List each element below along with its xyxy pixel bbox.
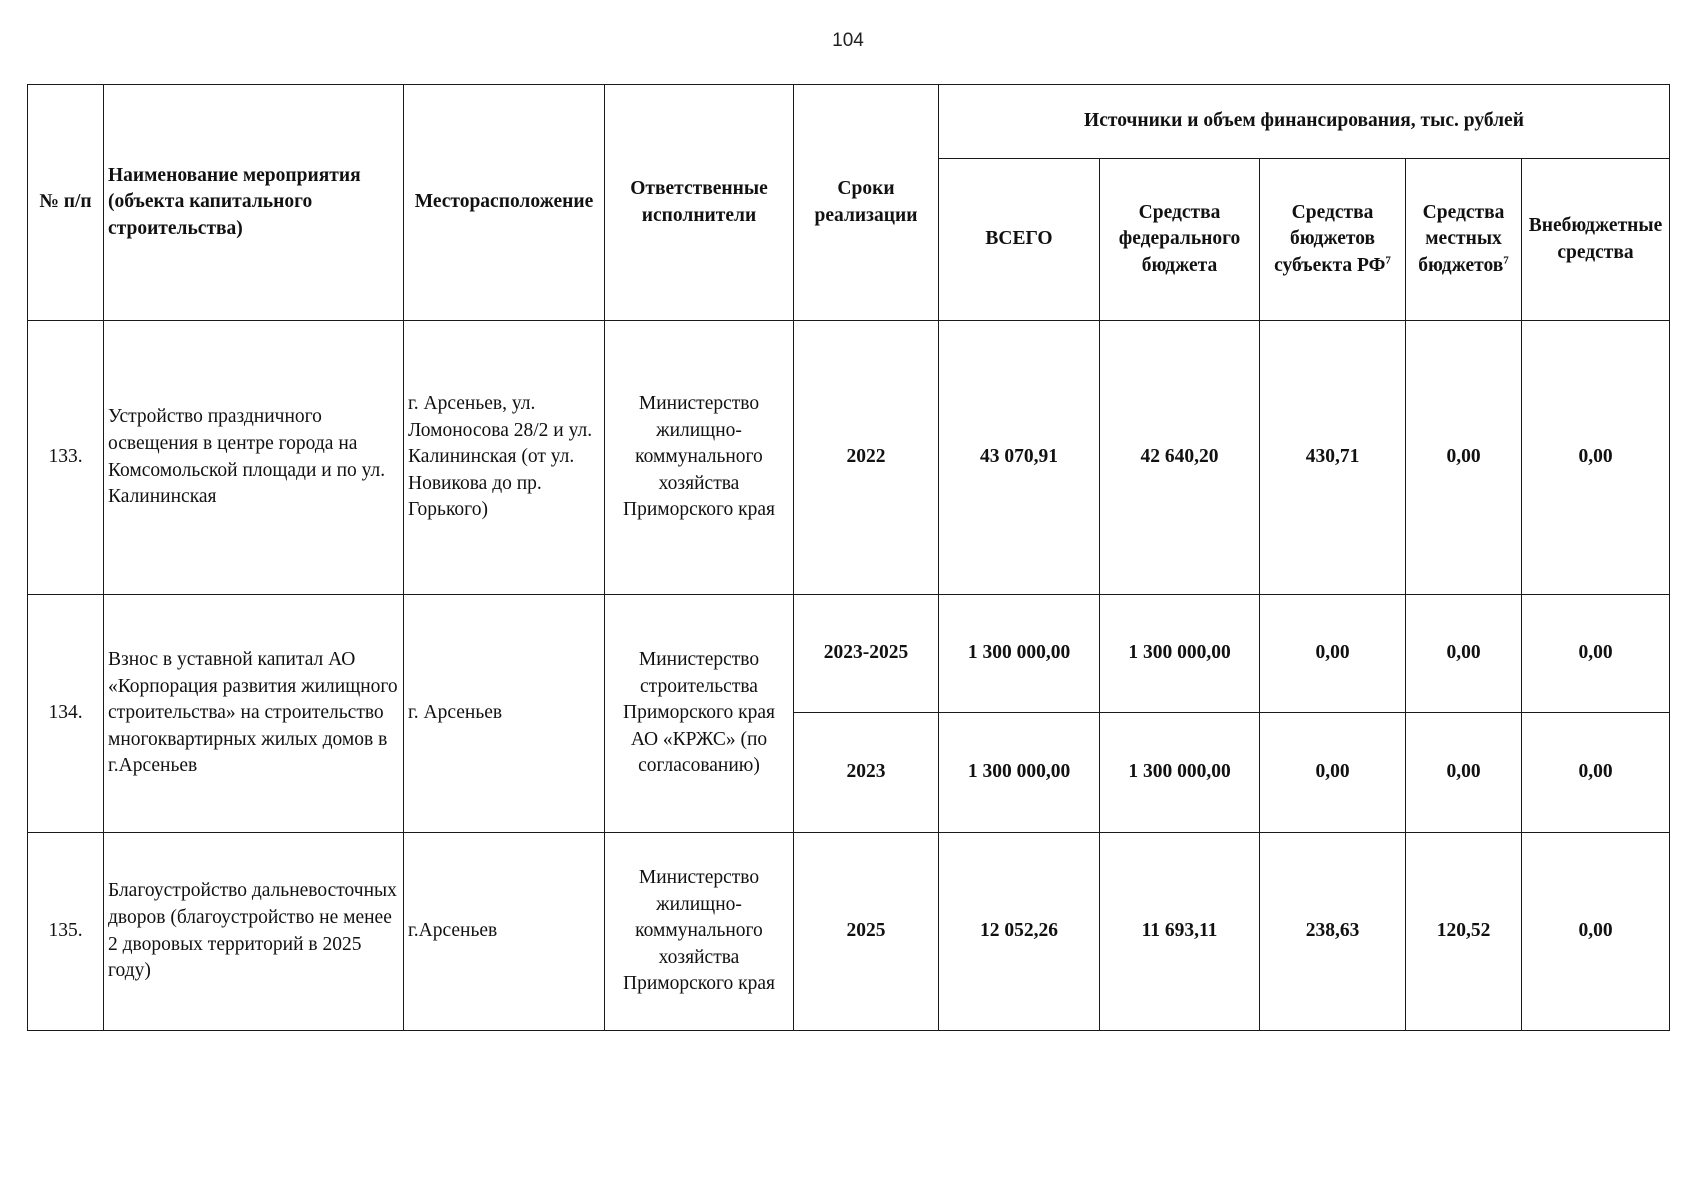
header-name: Наименование мероприятия (объекта капитального строительства) [104, 85, 404, 321]
header-subject [1260, 159, 1406, 321]
header-executors: Ответственные исполнители [605, 85, 794, 321]
row-index: 134. [28, 595, 104, 833]
table-row [28, 595, 1670, 713]
row-offbudget: 0,00 [1522, 833, 1670, 1031]
financing-table [27, 84, 1670, 1031]
header-total: ВСЕГО [939, 159, 1100, 321]
row-local: 120,52 [1406, 833, 1522, 1031]
row-executors: Министерство жилищно-коммунального хозяйства Приморского края [605, 321, 794, 595]
row-federal: 11 693,11 [1100, 833, 1260, 1031]
row-period: 2022 [794, 321, 939, 595]
row-executors: Министерство жилищно-коммунального хозяйства Приморского края [605, 833, 794, 1031]
row-subject: 0,00 [1260, 713, 1406, 833]
row-subject: 238,63 [1260, 833, 1406, 1031]
header-local [1406, 159, 1522, 321]
footnote-mark: 7 [1385, 254, 1391, 267]
header-period: Сроки реализации [794, 85, 939, 321]
row-period: 2023 [794, 713, 939, 833]
row-name: Устройство праздничного освещения в центре города на Комсомольской площади и по ул. Калининская [104, 321, 404, 595]
row-total: 1 300 000,00 [939, 713, 1100, 833]
row-total: 12 052,26 [939, 833, 1100, 1031]
row-period: 2023-2025 [794, 595, 939, 713]
row-location: г.Арсеньев [404, 833, 605, 1031]
row-index: 133. [28, 321, 104, 595]
row-offbudget: 0,00 [1522, 321, 1670, 595]
row-total: 1 300 000,00 [939, 595, 1100, 713]
row-offbudget: 0,00 [1522, 713, 1670, 833]
header-local-label: Средства местных бюджетов [1418, 201, 1505, 276]
row-local: 0,00 [1406, 713, 1522, 833]
row-name: Взнос в уставной капитал АО «Корпорация развития жилищного строительства» на строительство многоквартирных жилых домов в г.Арсеньев [104, 595, 404, 833]
row-subject: 0,00 [1260, 595, 1406, 713]
row-local: 0,00 [1406, 595, 1522, 713]
header-location: Месторасположение [404, 85, 605, 321]
row-subject: 430,71 [1260, 321, 1406, 595]
row-offbudget: 0,00 [1522, 595, 1670, 713]
row-federal: 42 640,20 [1100, 321, 1260, 595]
row-index: 135. [28, 833, 104, 1031]
row-total: 43 070,91 [939, 321, 1100, 595]
header-offbudget: Внебюджетные средства [1522, 159, 1670, 321]
page-number: 104 [832, 30, 864, 51]
header-subject-label: Средства бюджетов субъекта РФ [1274, 201, 1386, 276]
row-local: 0,00 [1406, 321, 1522, 595]
header-funding-group: Источники и объем финансирования, тыс. рублей [939, 85, 1670, 159]
row-location: г. Арсеньев [404, 595, 605, 833]
header-row-1 [28, 85, 1670, 159]
row-period: 2025 [794, 833, 939, 1031]
table-row [28, 833, 1670, 1031]
row-name: Благоустройство дальневосточных дворов (благоустройство не менее 2 дворовых территорий в 2025 году) [104, 833, 404, 1031]
header-federal: Средства федерального бюджета [1100, 159, 1260, 321]
footnote-mark: 7 [1503, 254, 1509, 267]
row-federal: 1 300 000,00 [1100, 595, 1260, 713]
row-federal: 1 300 000,00 [1100, 713, 1260, 833]
row-executors: Министерство строительства Приморского края АО «КРЖС» (по согласованию) [605, 595, 794, 833]
table-row [28, 321, 1670, 595]
row-location: г. Арсеньев, ул. Ломоносова 28/2 и ул. Калининская (от ул. Новикова до пр. Горького) [404, 321, 605, 595]
header-index: № п/п [28, 85, 104, 321]
